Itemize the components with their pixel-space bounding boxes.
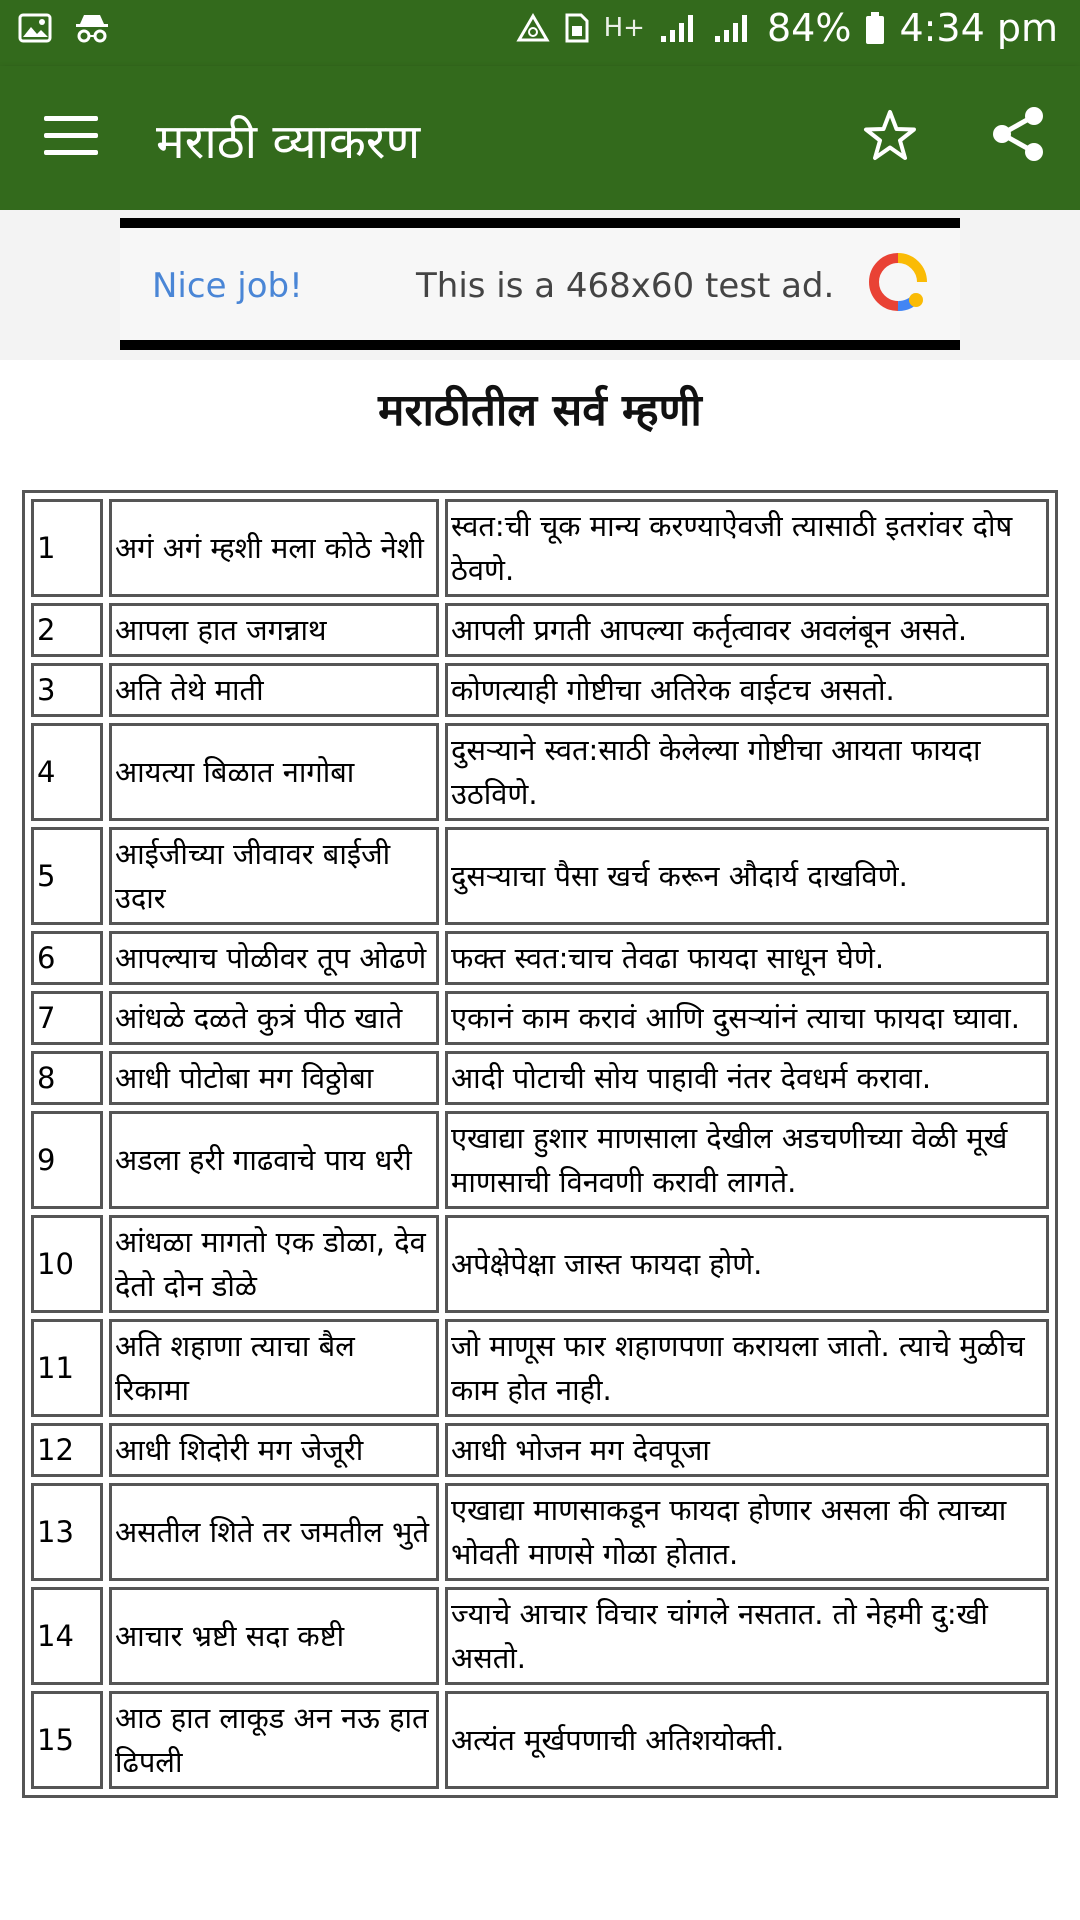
meaning-text: अपेक्षेपेक्षा जास्त फायदा होणे. <box>445 1215 1049 1313</box>
meaning-text: स्वत:ची चूक मान्य करण्याऐवजी त्यासाठी इतरांवर दोष ठेवणे. <box>445 499 1049 597</box>
meaning-text: दुसऱ्याने स्वत:साठी केलेल्या गोष्टीचा आयता फायदा उठविणे. <box>445 723 1049 821</box>
row-number: 14 <box>31 1587 103 1685</box>
row-number: 15 <box>31 1691 103 1789</box>
row-number: 4 <box>31 723 103 821</box>
test-ad-banner[interactable] <box>120 218 960 350</box>
table-row <box>31 1587 1049 1685</box>
row-number: 10 <box>31 1215 103 1313</box>
meaning-text: एखाद्या हुशार माणसाला देखील अडचणीच्या वेळी मूर्ख माणसाची विनवणी करावी लागते. <box>445 1111 1049 1209</box>
table-row <box>31 827 1049 925</box>
favorite-button[interactable] <box>858 104 922 168</box>
proverb-text: अडला हरी गाढवाचे पाय धरी <box>109 1111 439 1209</box>
proverb-text: आपला हात जगन्नाथ <box>109 603 439 657</box>
app-bar <box>0 66 1080 210</box>
proverbs-table <box>22 490 1058 1798</box>
meaning-text: आदी पोटाची सोय पाहावी नंतर देवधर्म करावा. <box>445 1051 1049 1105</box>
row-number: 13 <box>31 1483 103 1581</box>
proverb-text: आधी शिदोरी मग जेजूरी <box>109 1423 439 1477</box>
ad-nice-job: Nice job! <box>152 266 303 306</box>
clock: 4:34 pm <box>899 6 1058 50</box>
table-row <box>31 663 1049 717</box>
row-number: 7 <box>31 991 103 1045</box>
app-title: मराठी व्याकरण <box>156 114 421 170</box>
proverb-text: आपल्याच पोळीवर तूप ओढणे <box>109 931 439 985</box>
table-row <box>31 1215 1049 1313</box>
meaning-text: एकानं काम करावं आणि दुसऱ्यांनं त्याचा फायदा घ्यावा. <box>445 991 1049 1045</box>
battery-icon <box>865 11 885 45</box>
table-row <box>31 931 1049 985</box>
meaning-text: आधी भोजन मग देवपूजा <box>445 1423 1049 1477</box>
meaning-text: अत्यंत मूर्खपणाची अतिशयोक्ती. <box>445 1691 1049 1789</box>
proverb-text: अगं अगं म्हशी मला कोठे नेशी <box>109 499 439 597</box>
incognito-icon <box>74 12 110 44</box>
meaning-text: ज्याचे आचार विचार चांगले नसतात. तो नेहमी दु:खी असतो. <box>445 1587 1049 1685</box>
table-row <box>31 1483 1049 1581</box>
meaning-text: आपली प्रगती आपल्या कर्तृत्वावर अवलंबून असते. <box>445 603 1049 657</box>
sim-card-icon <box>564 12 590 44</box>
status-bar <box>0 0 1080 66</box>
signal-icon <box>659 12 699 44</box>
proverb-text: आंधळे दळते कुत्रं पीठ खाते <box>109 991 439 1045</box>
ad-text: This is a 468x60 test ad. <box>416 266 835 306</box>
proverb-text: अति तेथे माती <box>109 663 439 717</box>
row-number: 6 <box>31 931 103 985</box>
row-number: 11 <box>31 1319 103 1417</box>
ad-container <box>0 210 1080 360</box>
proverb-text: आधी पोटोबा मग विठ्ठोबा <box>109 1051 439 1105</box>
menu-icon <box>44 116 98 121</box>
table-row <box>31 499 1049 597</box>
proverb-text: आंधळा मागतो एक डोळा, देव देतो दोन डोळे <box>109 1215 439 1313</box>
proverb-text: आईजीच्या जीवावर बाईजी उदार <box>109 827 439 925</box>
meaning-text: फक्त स्वत:चाच तेवढा फायदा साधून घेणे. <box>445 931 1049 985</box>
network-type: H+ <box>603 13 645 43</box>
proverb-text: आचार भ्रष्टी सदा कष्टी <box>109 1587 439 1685</box>
meaning-text: एखाद्या माणसाकडून फायदा होणार असला की त्याच्या भोवती माणसे गोळा होतात. <box>445 1483 1049 1581</box>
table-row <box>31 1691 1049 1789</box>
gallery-icon <box>18 13 52 43</box>
table-row <box>31 1111 1049 1209</box>
data-saver-icon <box>516 13 550 43</box>
row-number: 5 <box>31 827 103 925</box>
share-icon <box>986 102 1050 166</box>
table-row <box>31 1319 1049 1417</box>
meaning-text: कोणत्याही गोष्टीचा अतिरेक वाईटच असतो. <box>445 663 1049 717</box>
proverbs-table-wrap <box>22 490 1058 1798</box>
row-number: 8 <box>31 1051 103 1105</box>
row-number: 3 <box>31 663 103 717</box>
menu-button[interactable] <box>44 116 98 156</box>
proverb-text: अति शहाणा त्याचा बैल रिकामा <box>109 1319 439 1417</box>
table-row <box>31 723 1049 821</box>
signal-icon-2 <box>713 12 753 44</box>
row-number: 12 <box>31 1423 103 1477</box>
proverb-text: आठ हात लाकूड अन नऊ हात ढिपली <box>109 1691 439 1789</box>
table-row <box>31 603 1049 657</box>
row-number: 2 <box>31 603 103 657</box>
star-icon <box>858 104 922 168</box>
table-row <box>31 1051 1049 1105</box>
ad-logo-icon <box>868 252 928 312</box>
page-title: मराठीतील सर्व म्हणी <box>378 385 702 436</box>
proverb-text: आयत्या बिळात नागोबा <box>109 723 439 821</box>
battery-percent: 84% <box>766 6 852 50</box>
meaning-text: जो माणूस फार शहाणपणा करायला जातो. त्याचे मुळीच काम होत नाही. <box>445 1319 1049 1417</box>
row-number: 9 <box>31 1111 103 1209</box>
table-row <box>31 1423 1049 1477</box>
share-button[interactable] <box>986 102 1050 166</box>
proverb-text: असतील शिते तर जमतील भुते <box>109 1483 439 1581</box>
meaning-text: दुसऱ्याचा पैसा खर्च करून औदार्य दाखविणे. <box>445 827 1049 925</box>
proverbs-table-body <box>31 499 1049 1789</box>
table-row <box>31 991 1049 1045</box>
row-number: 1 <box>31 499 103 597</box>
